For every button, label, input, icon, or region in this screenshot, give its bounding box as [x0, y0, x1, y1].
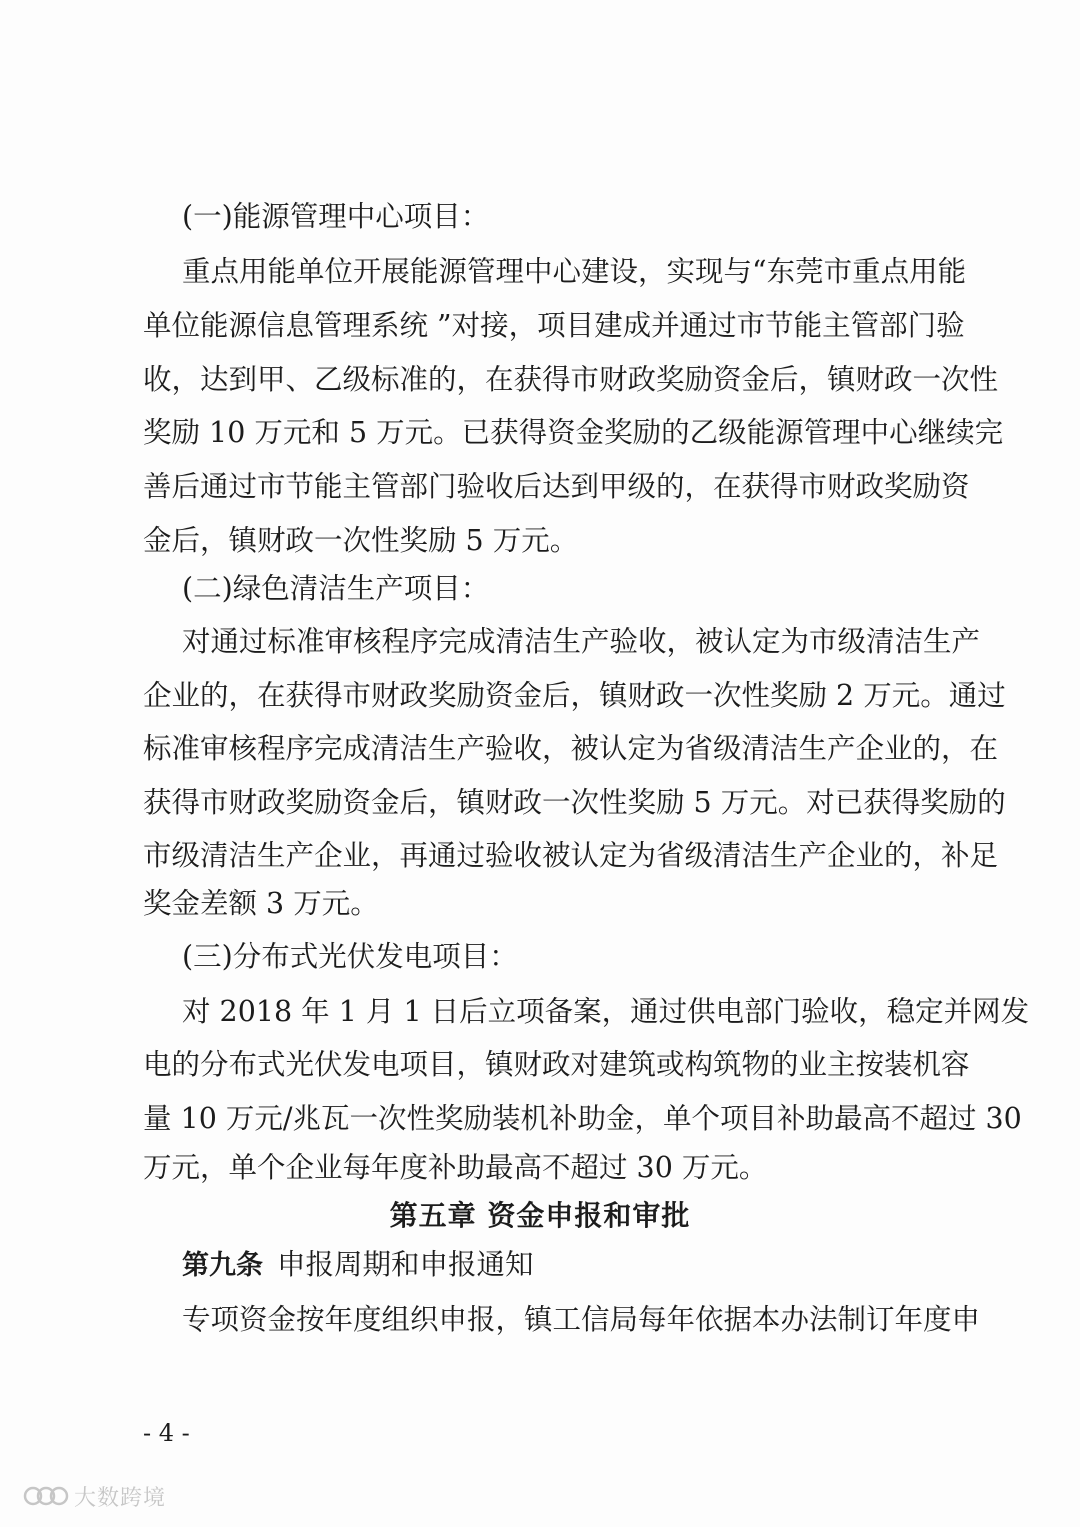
paragraph-line: 标准审核程序完成清洁生产验收，被认定为省级清洁生产企业的，在	[143, 732, 999, 765]
watermark-text: 大数跨境	[74, 1485, 167, 1511]
paragraph-line: 万元，单个企业每年度补助最高不超过 30 万元。	[143, 1151, 768, 1184]
article-heading	[182, 1247, 534, 1284]
paragraph-line: 重点用能单位开展能源管理中心建设，实现与“东莞市重点用能	[182, 255, 967, 288]
paragraph-line: 获得市财政奖励资金后，镇财政一次性奖励 5 万元。对已获得奖励的	[143, 786, 1006, 819]
section-heading-energy-center: (一)能源管理中心项目：	[182, 200, 490, 233]
chapter-title: 第五章 资金申报和审批	[389, 1199, 691, 1232]
article-number: 第九条	[182, 1250, 263, 1281]
watermark-logo-icon	[22, 1482, 70, 1510]
section-heading-solar-pv: (三)分布式光伏发电项目：	[182, 940, 518, 973]
paragraph-line: 市级清洁生产企业，再通过验收被认定为省级清洁生产企业的，补足	[143, 839, 999, 872]
paragraph-line: 善后通过市节能主管部门验收后达到甲级的，在获得市财政奖励资	[143, 470, 970, 503]
paragraph-line: 奖励 10 万元和 5 万元。已获得资金奖励的乙级能源管理中心继续完	[143, 416, 1004, 449]
paragraph-line: 金后，镇财政一次性奖励 5 万元。	[143, 524, 579, 557]
section-heading-clean-production: (二)绿色清洁生产项目：	[182, 572, 490, 605]
paragraph-line: 专项资金按年度组织申报，镇工信局每年依据本办法制订年度申	[182, 1303, 981, 1336]
paragraph-line: 量 10 万元/兆瓦一次性奖励装机补助金，单个项目补助最高不超过 30	[143, 1102, 1022, 1135]
paragraph-line: 单位能源信息管理系统 ”对接，项目建成并通过市节能主管部门验	[143, 309, 965, 342]
paragraph-line: 电的分布式光伏发电项目，镇财政对建筑或构筑物的业主按装机容	[143, 1048, 970, 1081]
paragraph-line: 对 2018 年 1 月 1 日后立项备案，通过供电部门验收，稳定并网发	[182, 995, 1030, 1028]
paragraph-line: 企业的，在获得市财政奖励资金后，镇财政一次性奖励 2 万元。通过	[143, 679, 1006, 712]
page-number: - 4 -	[143, 1419, 190, 1447]
article-title: 申报周期和申报通知	[277, 1248, 534, 1281]
paragraph-line: 收，达到甲、乙级标准的，在获得市财政奖励资金后，镇财政一次性	[143, 363, 999, 396]
paragraph-line: 奖金差额 3 万元。	[143, 887, 379, 920]
watermark	[22, 1480, 166, 1512]
paragraph-line: 对通过标准审核程序完成清洁生产验收，被认定为市级清洁生产	[182, 625, 981, 658]
